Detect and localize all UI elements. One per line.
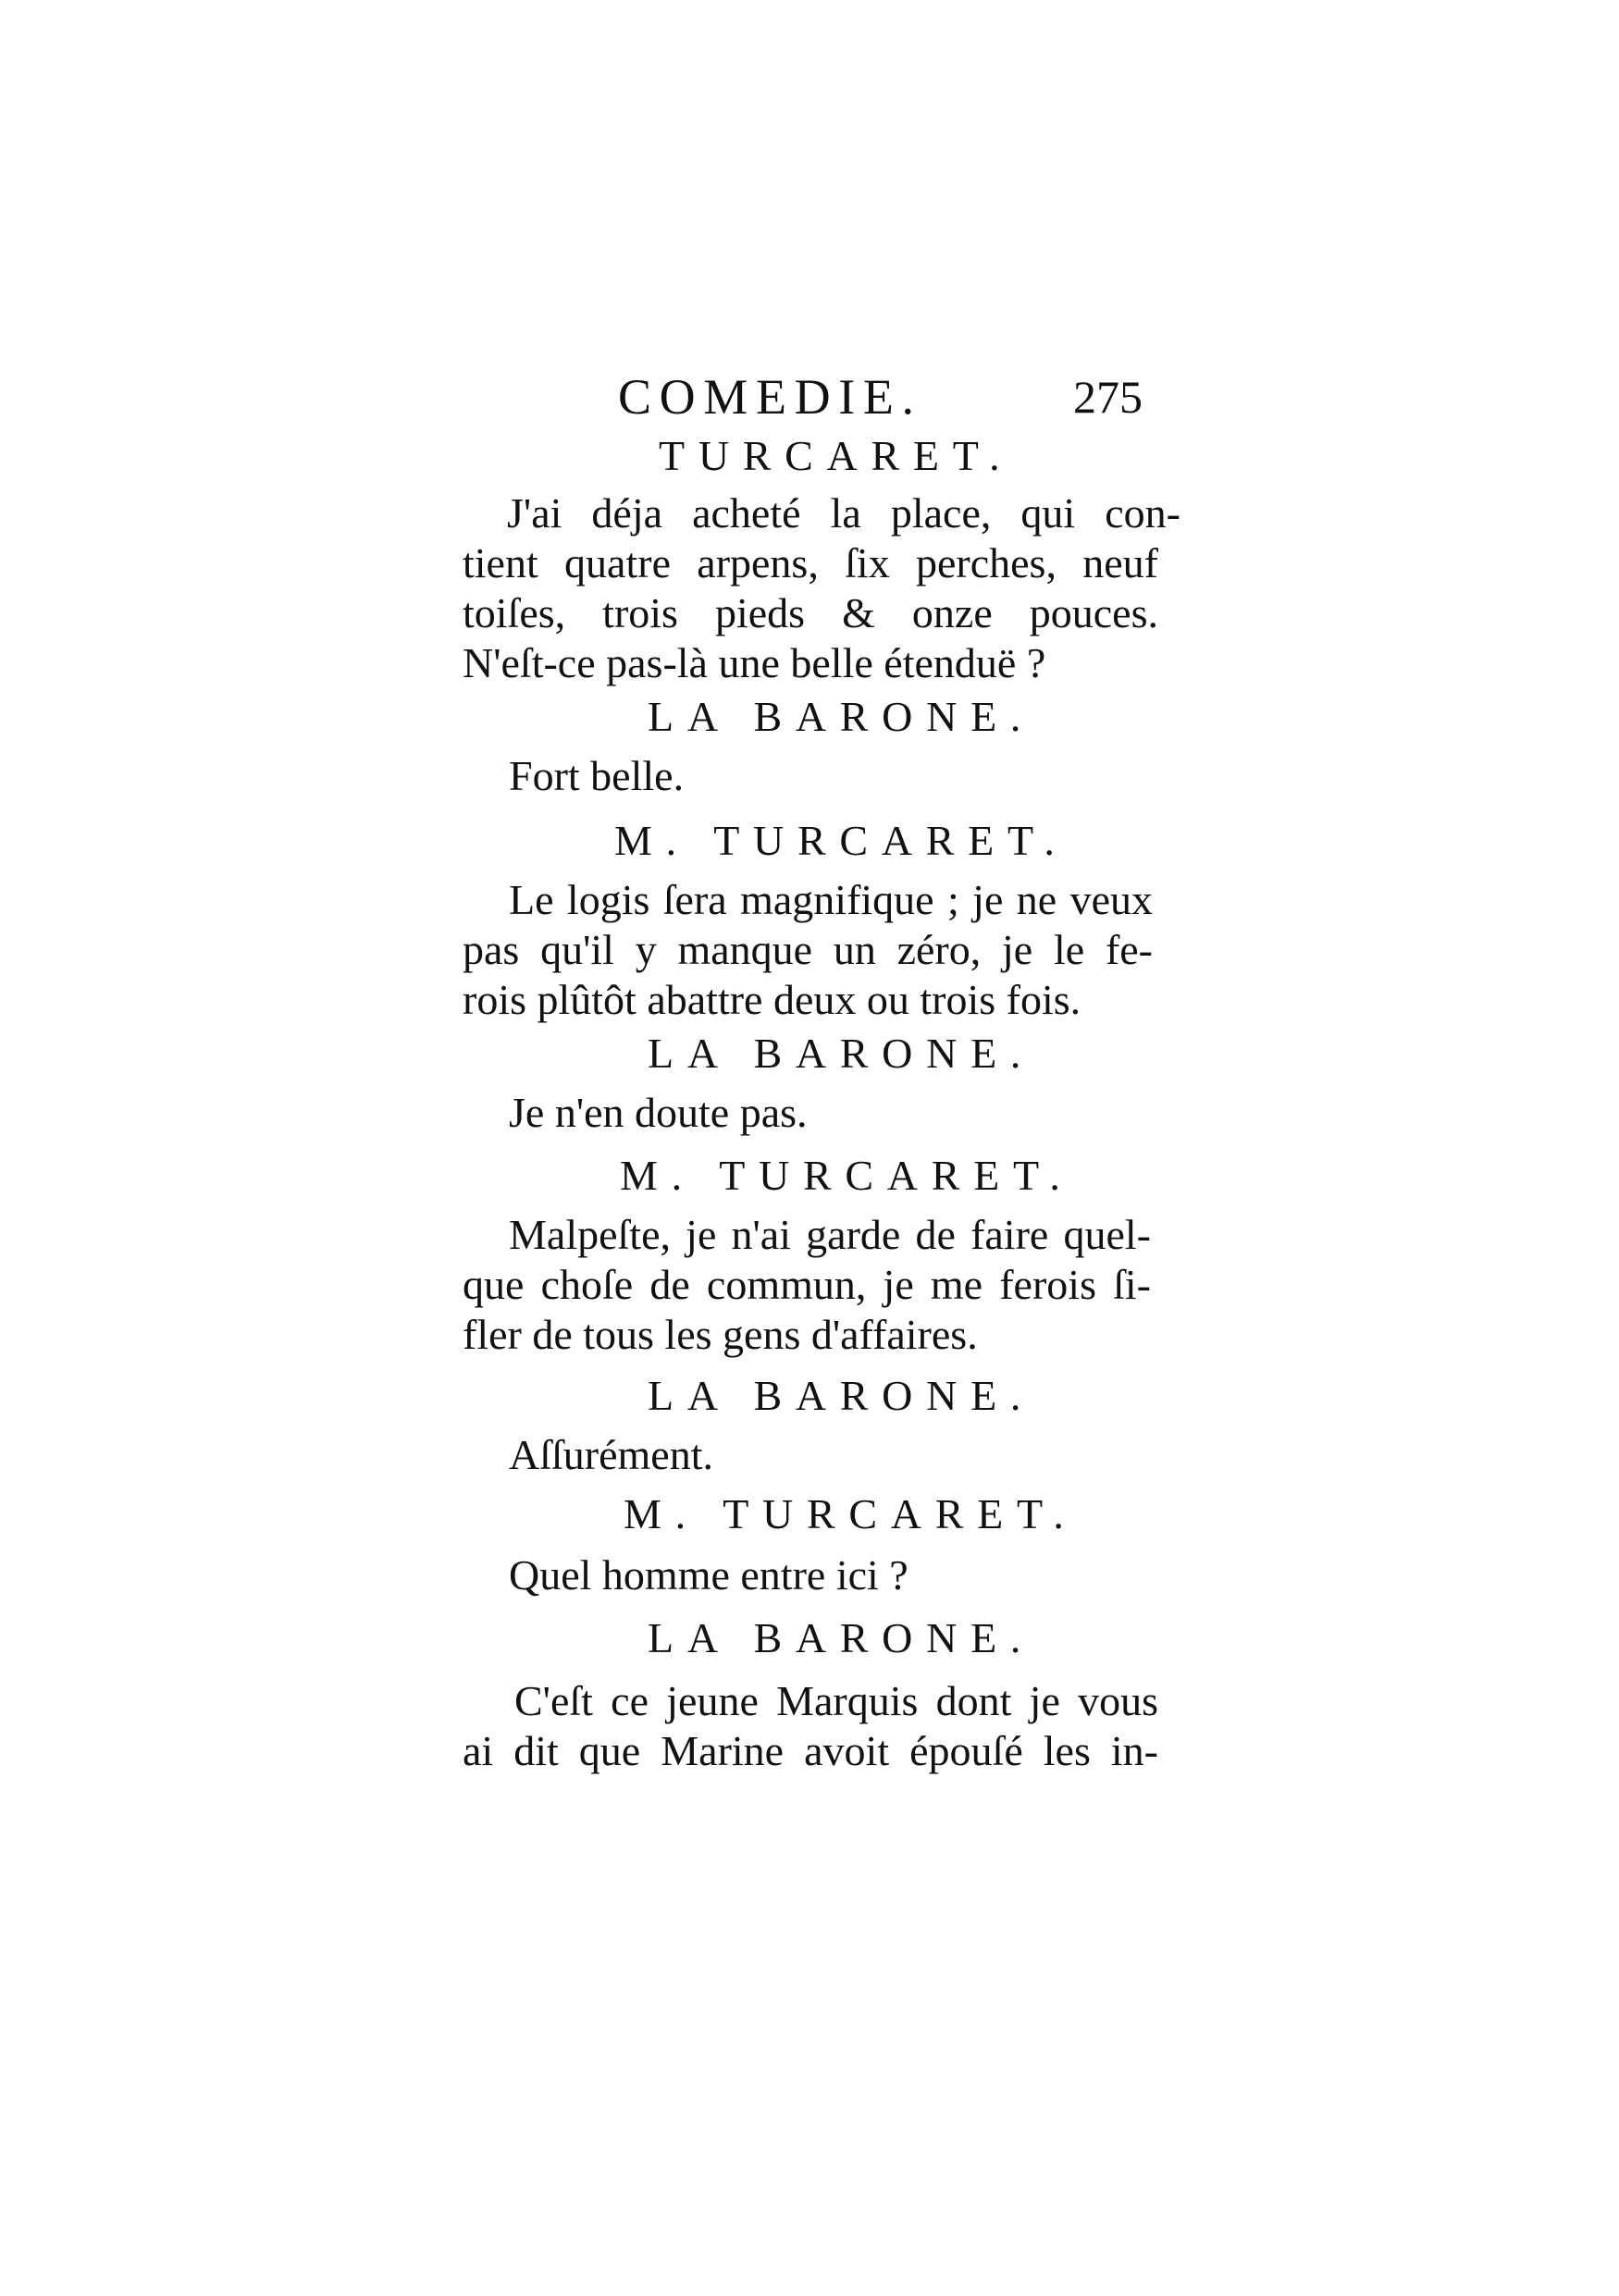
speaker-name: M. TURCARET. [620,1152,1074,1199]
dialogue-line: C'eſt ce jeune Marquis dont je vous [514,1677,1158,1724]
speaker-name: LA BARONE. [648,1372,1035,1419]
speaker-name: M. TURCARET. [624,1490,1078,1537]
dialogue-line: ai dit que Marine avoit épouſé les in- [463,1727,1158,1774]
dialogue-line: Aſſurément. [509,1431,713,1478]
dialogue-line: rois plûtôt abattre deux ou trois fois. [463,976,1081,1023]
dialogue-line: pas qu'il y manque un zéro, je le fe- [463,926,1153,973]
speaker-name: LA BARONE. [648,1614,1035,1661]
dialogue-line: Fort belle. [509,752,685,799]
page-number: 275 [1073,371,1143,423]
dialogue-line: tient quatre arpens, ſix perches, neuf [463,539,1158,586]
dialogue-line: N'eſt-ce pas-là une belle étenduë ? [463,639,1046,686]
speaker-name: LA BARONE. [648,693,1035,740]
dialogue-line: Malpeſte, je n'ai garde de faire quel- [509,1211,1151,1258]
dialogue-line: fler de tous les gens d'affaires. [463,1311,978,1358]
dialogue-line: J'ai déja acheté la place, qui con- [507,489,1180,537]
dialogue-line: que choſe de commun, je me ferois ſi- [463,1261,1151,1308]
dialogue-line: Je n'en doute pas. [509,1089,808,1136]
speaker-name: TURCARET. [659,432,1014,479]
speaker-name: LA BARONE. [648,1030,1035,1077]
dialogue-line: toiſes, trois pieds & onze pouces. [463,589,1158,636]
dialogue-line: Quel homme entre ici ? [509,1551,908,1599]
running-title: COMEDIE. [618,369,922,425]
dialogue-line: Le logis ſera magnifique ; je ne veux [509,876,1153,923]
speaker-name: M. TURCARET. [614,817,1069,864]
